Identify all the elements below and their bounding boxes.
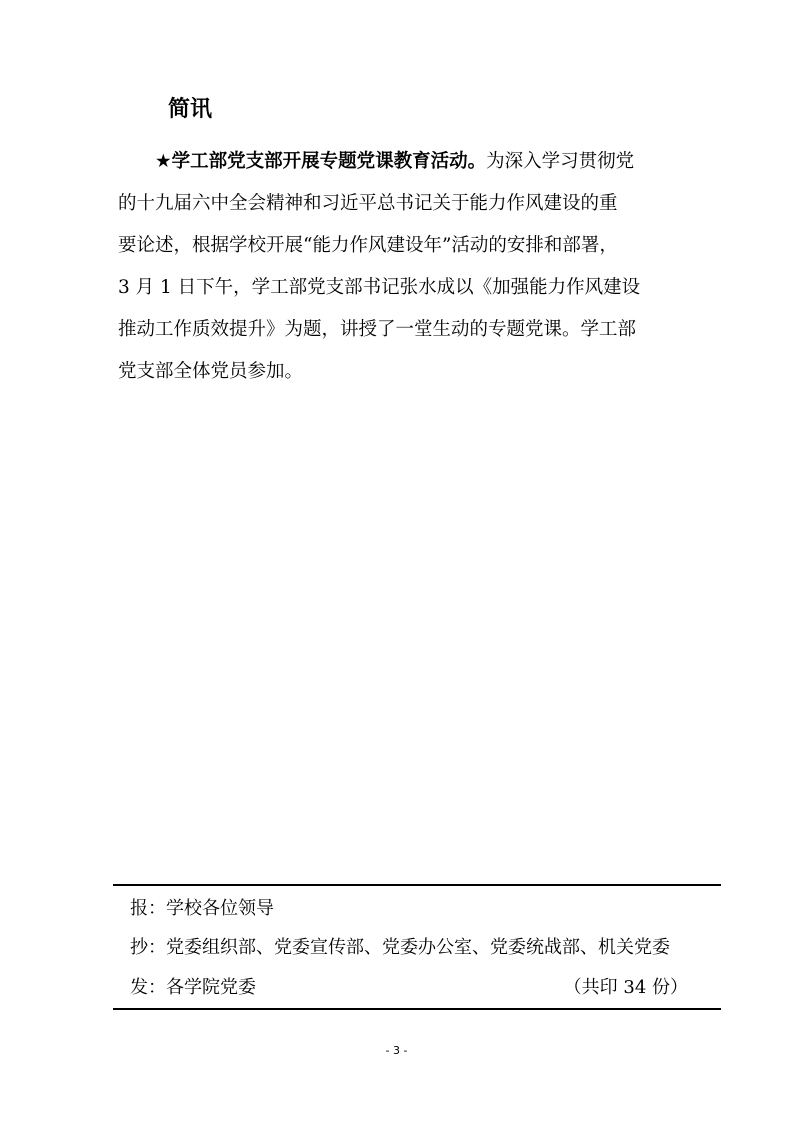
distribution-copy-row — [130, 935, 710, 961]
article-text-line: 推动工作质效提升》为题，讲授了一堂生动的专题党课。学工部 — [118, 319, 637, 340]
article-text-line: 为深入学习贯彻党 — [486, 151, 635, 172]
copy-recipients: 党委组织部、党委宣传部、党委办公室、党委统战部、机关党委 — [166, 937, 670, 958]
print-copies-count: （共印 34 份） — [563, 977, 688, 998]
article-text-line: 3 月 1 日下午，学工部党支部书记张水成以《加强能力作风建设 — [118, 277, 641, 298]
report-recipients: 学校各位领导 — [166, 898, 274, 919]
page-heading: 简讯 — [168, 97, 213, 122]
article-text-line: 党支部全体党员参加。 — [118, 361, 304, 382]
article-lead-title: ★学工部党支部开展专题党课教育活动。 — [155, 151, 487, 172]
send-recipients: 各学院党委 — [166, 977, 256, 998]
copy-label: 抄： — [130, 937, 166, 958]
article-line-1 — [118, 141, 678, 183]
article-text-line: 的十九届六中全会精神和习近平总书记关于能力作风建设的重 — [118, 193, 618, 214]
send-label: 发： — [130, 977, 166, 998]
report-label: 报： — [130, 898, 166, 919]
page-number: - 3 - — [385, 1044, 408, 1057]
article-text-line: 要论述，根据学校开展“能力作风建设年”活动的安排和部署， — [118, 235, 618, 256]
distribution-send-row — [130, 975, 710, 1001]
distribution-bottom-rule — [113, 1008, 721, 1010]
distribution-top-rule — [113, 884, 721, 886]
distribution-report-row — [130, 896, 710, 922]
news-article — [118, 141, 678, 393]
